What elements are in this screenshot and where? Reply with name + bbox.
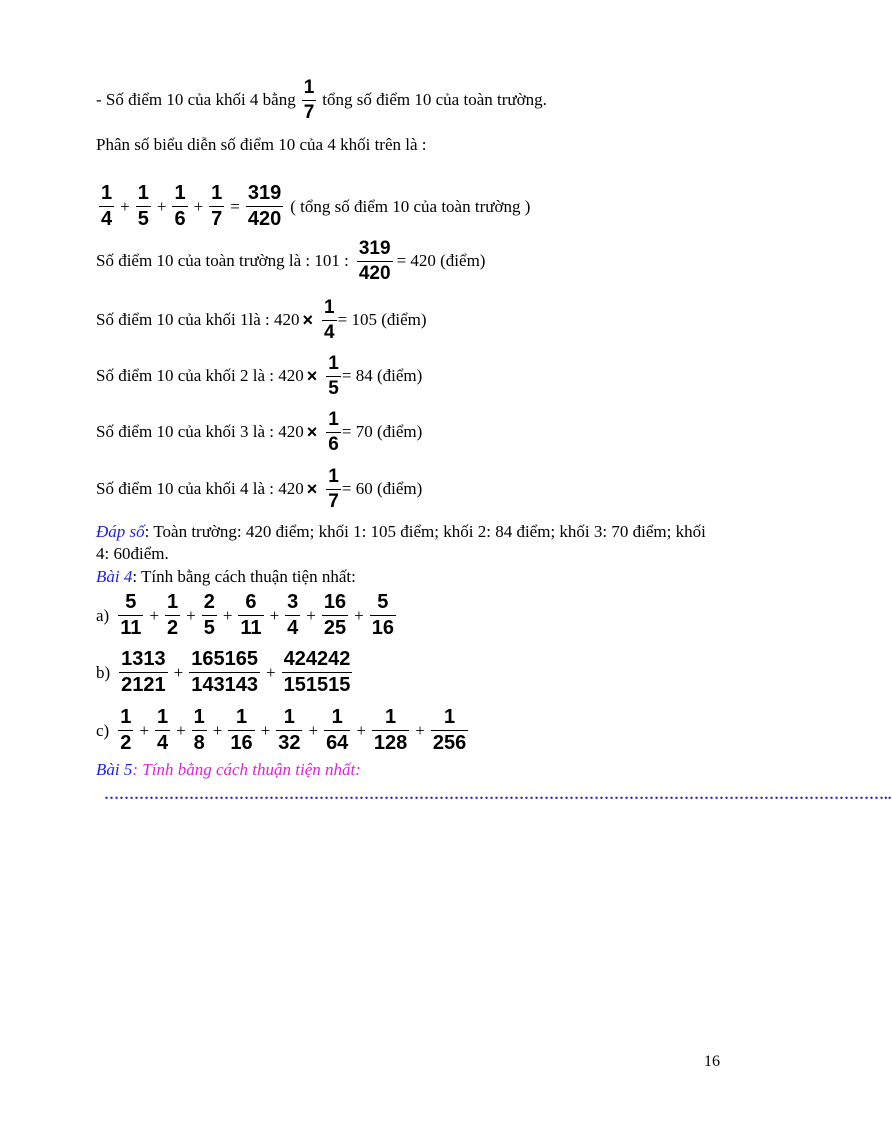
fraction-denominator: 4 (101, 208, 113, 230)
answer-label: Đáp số (96, 522, 145, 541)
exercise-a (96, 592, 399, 639)
grade-line-result: = 60 (điểm) (341, 479, 423, 499)
fraction-denominator: 16 (371, 617, 394, 639)
plus-sign: + (415, 720, 425, 740)
fraction-numerator: 6 (245, 591, 257, 613)
fraction-denominator: 6 (174, 208, 186, 230)
fraction-numerator: 1 (235, 706, 248, 728)
fraction-numerator: 1 (137, 182, 149, 204)
fraction-denominator: 2 (120, 732, 132, 754)
answer (96, 521, 716, 565)
fraction (99, 183, 114, 230)
answer-text: : Toàn trường: 420 điểm; khối 1: 105 điểm; khối 2: 84 điểm; khối 3: 70 điểm; khối 4: 60điểm. (96, 522, 706, 563)
fraction-denominator: 5 (137, 208, 149, 230)
plus-sign: + (222, 605, 233, 625)
page-number: 16 (704, 1053, 720, 1070)
fraction-denominator: 11 (120, 617, 142, 639)
fraction-denominator: 4 (156, 732, 169, 754)
fraction (431, 707, 468, 754)
sum-expression (96, 183, 530, 230)
line-2: Phân số biểu diễn số điểm 10 của 4 khối trên là : (96, 135, 427, 154)
fraction (322, 298, 337, 343)
line-1-prefix: - Số điểm 10 của khối 4 bằng (96, 90, 296, 110)
fraction-denominator: 6 (328, 433, 339, 455)
fraction-numerator: 424242 (283, 648, 351, 670)
grade-line (96, 354, 422, 399)
fraction-numerator: 1 (328, 466, 339, 487)
fraction (326, 467, 341, 512)
fraction (238, 592, 263, 639)
plus-sign: + (260, 720, 271, 740)
fraction-denominator: 4 (324, 321, 335, 343)
fraction (228, 707, 254, 754)
exercise-label: c) (96, 720, 110, 740)
fraction-numerator: 16 (323, 591, 347, 613)
fraction (326, 410, 341, 455)
dotted-line: ………………………………………………………………………………………………………………………………………….. (104, 787, 892, 803)
times-sign: × (306, 421, 318, 442)
fraction-denominator: 5 (203, 617, 215, 639)
sum-suffix: ( tổng số điểm 10 của toàn trường ) (290, 196, 531, 216)
fraction (189, 649, 260, 696)
fraction (165, 592, 180, 639)
plus-sign: + (176, 720, 186, 740)
equals-sign: = (230, 196, 240, 216)
fraction (172, 183, 187, 230)
plus-sign: + (139, 720, 149, 740)
fraction-numerator: 1 (156, 706, 169, 728)
fraction-numerator: 1 (101, 182, 113, 204)
fraction-numerator: 1 (328, 409, 339, 430)
plus-sign: + (193, 196, 204, 216)
grade-line (96, 298, 427, 343)
exercise-b (96, 649, 355, 696)
fraction (370, 592, 396, 639)
fraction-denominator: 256 (432, 732, 467, 754)
fraction (118, 707, 133, 754)
fraction-denominator: 143143 (191, 674, 259, 696)
grade-line (96, 410, 422, 455)
plus-sign: + (120, 196, 130, 216)
fraction-numerator: 1 (193, 706, 205, 728)
total-line: Số điểm 10 của toàn trường là : 101 : $\frac{319}{420}$ = 420 (điểm) (96, 238, 486, 284)
grade-line-prefix: Số điểm 10 của khối 3 là : 420 (96, 422, 304, 442)
fraction-denominator: 128 (373, 732, 408, 754)
plus-sign: + (308, 720, 319, 740)
grade-line-result: = 84 (điểm) (341, 366, 423, 386)
line-1 (96, 78, 547, 123)
fraction (324, 707, 350, 754)
fraction-denominator: 32 (278, 732, 301, 754)
fraction (322, 592, 348, 639)
fraction-numerator: 1 (120, 706, 132, 728)
exercise-label: a) (96, 605, 110, 625)
grade-line-prefix: Số điểm 10 của khối 2 là : 420 (96, 366, 304, 386)
grade-line-result: = 105 (điểm) (337, 310, 427, 330)
fraction-numerator: 165165 (191, 648, 259, 670)
fraction-denominator: 64 (326, 732, 349, 754)
fraction (246, 183, 283, 230)
fraction-numerator: 2 (203, 591, 215, 613)
fraction (192, 707, 207, 754)
fraction-numerator: 5 (377, 591, 389, 613)
fraction-denominator: 25 (323, 617, 347, 639)
fraction-numerator: 319 (247, 182, 282, 204)
fraction-numerator: 1 (328, 353, 339, 374)
fraction-numerator: 1 (444, 706, 456, 728)
fraction (155, 707, 170, 754)
fraction (372, 707, 409, 754)
plus-sign: + (149, 605, 159, 625)
plus-sign: + (354, 605, 364, 625)
exercise-label: b) (96, 662, 111, 682)
fraction-numerator: 1 (385, 706, 397, 728)
fraction (119, 649, 168, 696)
fraction (202, 592, 217, 639)
plus-sign: + (173, 662, 184, 682)
fraction (276, 707, 302, 754)
times-sign: × (306, 478, 318, 499)
fraction-numerator: 1 (324, 297, 335, 318)
times-sign: × (302, 309, 314, 330)
plus-sign: + (156, 196, 167, 216)
grade-line-prefix: Số điểm 10 của khối 1là : 420 (96, 310, 300, 330)
fraction (209, 183, 224, 230)
fraction-denominator: 16 (230, 732, 253, 754)
fraction-denominator: 11 (240, 617, 262, 639)
plus-sign: + (269, 605, 280, 625)
fraction (282, 649, 353, 696)
fraction-denominator: 7 (211, 208, 223, 230)
fraction-denominator: 2 (166, 617, 179, 639)
fraction-denominator: 8 (193, 732, 205, 754)
fraction-denominator: 420 (247, 208, 282, 230)
fraction-denominator: 7 (328, 490, 339, 512)
plus-sign: + (306, 605, 316, 625)
plus-sign: + (266, 662, 276, 682)
fraction-numerator: 5 (125, 591, 137, 613)
fraction-numerator: 1 (174, 182, 186, 204)
bai-4-heading: Bài 4 : Tính bằng cách thuận tiện nhất: (96, 567, 356, 586)
fraction-denominator: 151515 (283, 674, 351, 696)
line-1-suffix: tổng số điểm 10 của toàn trường. (322, 90, 547, 110)
fraction-numerator: 1313 (121, 648, 166, 670)
times-sign: × (306, 365, 318, 386)
fraction-numerator: 3 (287, 591, 299, 613)
fraction-denominator: 2121 (121, 674, 166, 696)
fraction-numerator: 1 (283, 706, 295, 728)
fraction (118, 592, 143, 639)
fraction: $\frac{319}{420}$ (358, 238, 391, 284)
plus-sign: + (212, 720, 223, 740)
fraction-denominator: 4 (287, 617, 299, 639)
fraction-numerator: 1 (331, 706, 343, 728)
fraction (136, 183, 151, 230)
fraction (285, 592, 300, 639)
fraction-numerator: 1 (211, 182, 223, 204)
plus-sign: + (186, 605, 196, 625)
exercise-c (96, 707, 471, 754)
grade-line-result: = 70 (điểm) (341, 422, 423, 442)
fraction-numerator: 1 (166, 591, 179, 613)
grade-line-prefix: Số điểm 10 của khối 4 là : 420 (96, 479, 304, 499)
grade-line (96, 467, 422, 512)
fraction-denominator: 5 (328, 377, 339, 399)
plus-sign: + (356, 720, 366, 740)
bai-5-heading: Bài 5 : Tính bằng cách thuận tiện nhất: (96, 760, 361, 779)
fraction (326, 354, 341, 399)
fraction: $\frac{1}{7}$ (303, 77, 315, 123)
